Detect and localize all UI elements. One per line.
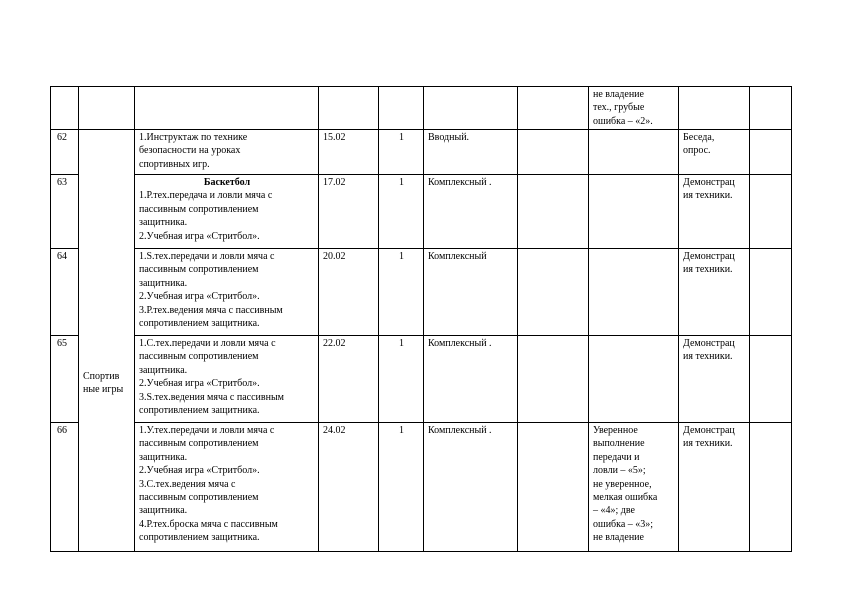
- control-line: Демонстрац: [683, 251, 735, 262]
- lesson-content: [135, 130, 319, 175]
- lesson-hours: 1: [379, 130, 424, 175]
- control-line: ия техники.: [683, 264, 733, 276]
- content-line: 3.S.тех.ведения мяча с пассивным: [139, 391, 285, 403]
- content-line: 1.Инструктаж по технике: [139, 132, 248, 143]
- control-line: ия техники.: [683, 190, 733, 202]
- lesson-number: 65: [51, 336, 79, 423]
- cell-control: [679, 87, 750, 130]
- lesson-notes: [750, 130, 792, 175]
- lesson-type: Комплексный .: [424, 336, 518, 423]
- lesson-number: 64: [51, 249, 79, 336]
- content-line: 1.У.тех.передачи и ловли мяча с: [139, 425, 275, 436]
- criteria-line: выполнение: [593, 438, 645, 450]
- content-heading: Баскетбол: [203, 177, 251, 188]
- cell-criteria: [589, 87, 679, 130]
- lesson-control: [679, 175, 750, 249]
- criteria-line: передачи и: [593, 451, 640, 463]
- lesson-criteria: [589, 175, 679, 249]
- control-line: ия техники.: [683, 351, 733, 363]
- lesson-number: 63: [51, 175, 79, 249]
- section-label-line: ные игры: [83, 384, 124, 395]
- content-line: безопасности на уроках: [139, 145, 241, 157]
- table-row: [51, 249, 792, 336]
- table-row: [51, 130, 792, 175]
- content-line: 2.Учебная игра «Стритбол».: [139, 230, 260, 242]
- lesson-control: [679, 249, 750, 336]
- content-line: сопротивлением защитника.: [139, 405, 260, 417]
- content-line: 1.Р.тех.передача и ловли мяча с: [139, 190, 273, 202]
- lesson-control: [679, 336, 750, 423]
- cell-blank: [518, 423, 589, 552]
- lesson-content: [135, 336, 319, 423]
- cell-blank: [518, 130, 589, 175]
- lesson-plan-table: [50, 86, 792, 552]
- content-line: 3.С.тех.ведения мяча с: [139, 478, 236, 490]
- lesson-number: 66: [51, 423, 79, 552]
- cell-section: [79, 87, 135, 130]
- criteria-line: ошибка – «2».: [593, 115, 653, 127]
- content-line: 2.Учебная игра «Стритбол».: [139, 291, 260, 303]
- control-line: Демонстрац: [683, 338, 735, 349]
- content-line: 4.Р.тех.броска мяча с пассивным: [139, 518, 278, 530]
- lesson-content: [135, 423, 319, 552]
- content-line: сопротивлением защитника.: [139, 532, 260, 544]
- cell-date: [319, 87, 379, 130]
- lesson-notes: [750, 336, 792, 423]
- lesson-content: [135, 175, 319, 249]
- control-line: Беседа,: [683, 132, 715, 143]
- table-row: [51, 175, 792, 249]
- lesson-notes: [750, 423, 792, 552]
- lesson-criteria: [589, 130, 679, 175]
- content-line: 2.Учебная игра «Стритбол».: [139, 465, 260, 477]
- lesson-criteria: [589, 423, 679, 552]
- lesson-date: 15.02: [319, 130, 379, 175]
- cell-num: [51, 87, 79, 130]
- table-row: [51, 336, 792, 423]
- lesson-criteria: [589, 249, 679, 336]
- lesson-hours: 1: [379, 336, 424, 423]
- cell-blank: [518, 87, 589, 130]
- criteria-line: не владение: [593, 532, 644, 544]
- lesson-date: 20.02: [319, 249, 379, 336]
- content-line: защитника.: [139, 364, 188, 376]
- table-row: [51, 423, 792, 552]
- cell-blank: [518, 336, 589, 423]
- control-line: опрос.: [683, 145, 711, 157]
- criteria-line: не уверенное,: [593, 478, 652, 490]
- content-line: защитника.: [139, 451, 188, 463]
- criteria-line: не владение: [593, 89, 644, 100]
- content-line: пассивным сопротивлением: [139, 492, 259, 504]
- control-line: ия техники.: [683, 438, 733, 450]
- content-line: защитника.: [139, 277, 188, 289]
- cell-blank: [518, 175, 589, 249]
- lesson-date: 17.02: [319, 175, 379, 249]
- continuation-row: [51, 87, 792, 130]
- content-line: 1.S.тех.передачи и ловли мяча с: [139, 251, 275, 262]
- lesson-hours: 1: [379, 175, 424, 249]
- lesson-date: 24.02: [319, 423, 379, 552]
- criteria-line: мелкая ошибка: [593, 492, 658, 504]
- section-label-line: Спортив: [83, 370, 120, 382]
- lesson-type: Комплексный .: [424, 175, 518, 249]
- cell-notes: [750, 87, 792, 130]
- lesson-date: 22.02: [319, 336, 379, 423]
- lesson-control: [679, 130, 750, 175]
- cell-lesson-type: [424, 87, 518, 130]
- lesson-notes: [750, 249, 792, 336]
- content-line: пассивным сопротивлением: [139, 264, 259, 276]
- lesson-number: 62: [51, 130, 79, 175]
- lesson-content: [135, 249, 319, 336]
- content-line: сопротивлением защитника.: [139, 318, 260, 330]
- lesson-criteria: [589, 336, 679, 423]
- content-line: 3.Р.тех.ведения мяча с пассивным: [139, 304, 283, 316]
- lesson-type: Комплексный .: [424, 423, 518, 552]
- criteria-line: тех., грубые: [593, 102, 645, 114]
- lesson-type: Вводный.: [424, 130, 518, 175]
- content-line: спортивных игр.: [139, 158, 210, 170]
- cell-content: [135, 87, 319, 130]
- control-line: Демонстрац: [683, 177, 735, 188]
- control-line: Демонстрац: [683, 425, 735, 436]
- content-line: пассивным сопротивлением: [139, 203, 259, 215]
- section-cell: [79, 130, 135, 552]
- lesson-notes: [750, 175, 792, 249]
- criteria-line: ловли – «5»;: [593, 465, 646, 477]
- lesson-type: Комплексный: [424, 249, 518, 336]
- content-line: пассивным сопротивлением: [139, 351, 259, 363]
- lesson-hours: 1: [379, 423, 424, 552]
- criteria-line: ошибка – «3»;: [593, 518, 654, 530]
- content-line: защитника.: [139, 505, 188, 517]
- lesson-hours: 1: [379, 249, 424, 336]
- content-line: пассивным сопротивлением: [139, 438, 259, 450]
- cell-blank: [518, 249, 589, 336]
- cell-hours: [379, 87, 424, 130]
- content-line: 1.С.тех.передачи и ловли мяча с: [139, 338, 276, 349]
- criteria-line: – «4»; две: [593, 505, 635, 517]
- content-line: защитника.: [139, 217, 188, 229]
- criteria-line: Уверенное: [593, 425, 638, 436]
- lesson-control: [679, 423, 750, 552]
- content-line: 2.Учебная игра «Стритбол».: [139, 378, 260, 390]
